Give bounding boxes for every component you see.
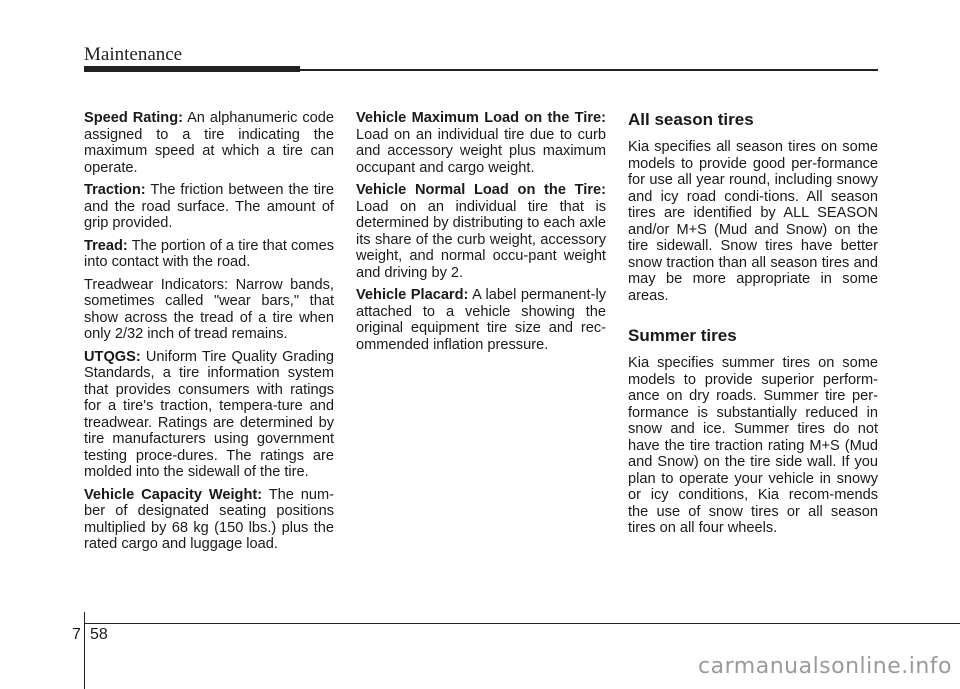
- definition-tread: [84, 238, 334, 271]
- page-number: 58: [90, 626, 108, 643]
- definition-vehicle-normal-load: [356, 182, 606, 281]
- term: Traction:: [84, 182, 146, 198]
- footer-divider: [84, 612, 85, 689]
- watermark: carmanualsonline.info: [698, 654, 952, 679]
- definition-text: The portion of a tire that comes into contact with the road.: [84, 237, 334, 270]
- definition-text: Load on an individual tire that is determined by distributing to each axle its share of the curb weight, accessory weight, and normal occu-pant weight and driving by 2.: [356, 198, 606, 281]
- definition-traction: [84, 182, 334, 232]
- term: Vehicle Maximum Load on the Tire:: [356, 110, 606, 126]
- definition-text: Uniform Tire Quality Grading Standards, a tire information system that provides consumers with ratings for a tire's traction, tempera-ture and treadwear. Ratings are determined by tire manufacturers using government testing proce-dures. The ratings are molded into the sidewall of the tire.: [84, 348, 334, 480]
- definition-text: The num-ber of designated seating positions multiplied by 68 kg (150 lbs.) plus the rated cargo and luggage load.: [84, 486, 334, 552]
- definition-text: A label permanent-ly attached to a vehicle showing the original equipment tire size and rec-ommended inflation pressure.: [356, 287, 606, 353]
- column-1: [84, 110, 334, 559]
- definition-vehicle-capacity-weight: [84, 487, 334, 553]
- definition-treadwear-indicators: [84, 277, 334, 343]
- paragraph-all-season-tires: Kia specifies all season tires on some models to provide good per-formance for use all year round, including snowy and icy road condi-tions. All season tires are identified by ALL SEASON and/or M+S (Mud and Snow) on the tire sidewall. Snow tires have better snow traction than all season tires and may be more appropriate in some areas.: [628, 139, 878, 304]
- column-3: [628, 110, 878, 543]
- definition-text: The friction between the tire and the road surface. The amount of grip provided.: [84, 182, 334, 231]
- term: Tread:: [84, 237, 128, 254]
- header-rule-thin: [300, 69, 878, 71]
- definition-utqgs: [84, 349, 334, 481]
- definition-speed-rating: [84, 110, 334, 176]
- term: UTQGS:: [84, 348, 141, 365]
- term: Speed Rating:: [84, 110, 183, 126]
- term: Vehicle Normal Load on the Tire:: [356, 182, 606, 198]
- paragraph-summer-tires: Kia specifies summer tires on some models to provide superior perform-ance on dry roads. Summer tire per-formance is substantially reduced in snow and ice. Summer tires do not have the tire traction rating M+S (Mud and Snow) on the tire side wall. If you plan to operate your vehicle in snowy or icy conditions, Kia recom-mends the use of snow tires or all season tires on all four wheels.: [628, 355, 878, 536]
- definition-text: Load on an individual tire due to curb and accessory weight plus maximum occupant and cargo weight.: [356, 126, 606, 176]
- header-rule-thick: [84, 66, 300, 72]
- column-2: [356, 110, 606, 359]
- chapter-number: 7: [72, 626, 81, 643]
- definition-vehicle-maximum-load: [356, 110, 606, 176]
- footer-rule: [84, 623, 960, 624]
- definition-text: An alphanumeric code assigned to a tire indicating the maximum speed at which a tire can operate.: [84, 110, 335, 176]
- heading-summer-tires: Summer tires: [628, 326, 737, 345]
- heading-all-season-tires: All season tires: [628, 110, 754, 129]
- term: Vehicle Placard:: [356, 287, 469, 303]
- definition-vehicle-placard: [356, 287, 606, 353]
- term: Vehicle Capacity Weight:: [84, 486, 263, 503]
- definition-text: Treadwear Indicators: Narrow bands, sometimes called "wear bars," that show across the tread of a tire when only 2/32 inch of tread remains.: [84, 276, 334, 342]
- page-header-title: Maintenance: [84, 44, 183, 65]
